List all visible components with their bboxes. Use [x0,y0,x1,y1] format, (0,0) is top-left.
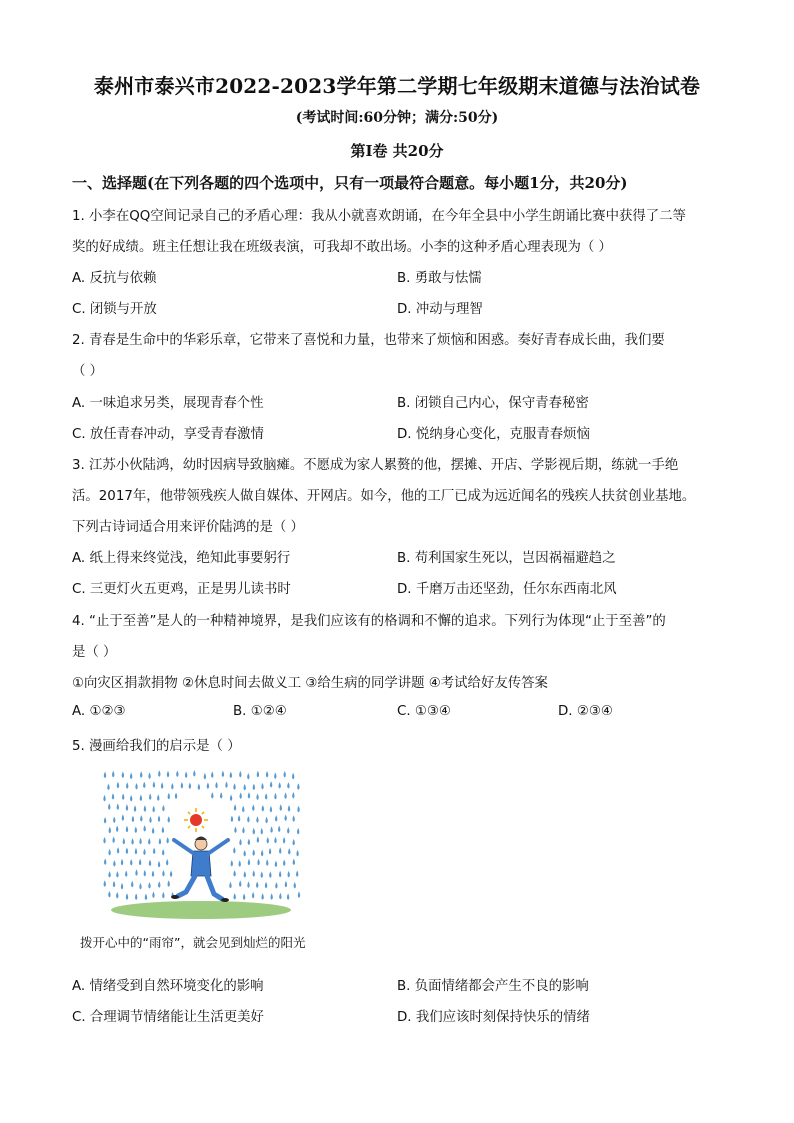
question-1-text: 1. 小李在QQ空间记录自己的矛盾心理：我从小就喜欢朗诵，在今年全县中小学生朗诵比赛中获得了二等 [72,209,686,224]
raindrop [239,860,241,867]
raindrop [189,782,191,789]
question-5-option-d: D. 我们应该时刻保持快乐的情绪 [397,1010,590,1025]
raindrop [162,805,164,812]
raindrop [280,804,282,811]
raindrop [274,772,276,779]
raindrop [297,806,299,813]
raindrop [298,891,300,898]
raindrop [162,849,164,856]
raindrop [117,782,119,789]
raindrop [247,816,249,823]
raindrop [108,849,110,856]
raindrop [122,793,124,800]
raindrop [278,826,280,833]
raindrop [193,770,195,777]
raindrop [153,848,155,855]
raindrop [113,881,115,888]
raindrop [296,850,298,857]
raindrop [211,792,213,799]
raindrop [123,838,125,845]
raindrop [135,827,137,834]
raindrop [244,784,246,791]
raindrop [266,771,268,778]
raindrop [230,794,232,801]
question-3-option-a: A. 纸上得来终觉浅，绝知此事要躬行 [72,551,291,566]
raindrop [234,826,236,833]
raindrop [275,815,277,822]
question-3-text: 下列古诗词适合用来评价陆鸿的是（ ） [72,520,304,535]
raindrop [139,838,141,845]
raindrop [158,815,160,822]
raindrop [270,806,272,813]
raindrop [215,782,217,789]
question-4-option-b: B. ①②④ [233,704,287,719]
raindrop [140,815,142,822]
question-3-option-d: D. 千磨万击还坚劲，任尔东西南北风 [397,582,617,597]
raindrop [113,816,115,823]
raindrop [261,850,263,857]
question-5-text: 5. 漫画给我们的启示是（ ） [72,739,241,754]
raindrop [283,837,285,844]
raindrop [112,793,114,800]
raindrop [261,828,263,835]
raindrop [152,806,154,813]
raindrop [116,892,118,899]
raindrop [107,784,109,791]
raindrop [149,860,151,867]
raindrop [279,847,281,854]
raindrop [257,859,259,866]
volume-heading: 第Ⅰ卷 共20分 [350,142,444,160]
raindrop [153,781,155,788]
raindrop [109,827,111,834]
raindrop [256,793,258,800]
raindrop [135,848,137,855]
raindrop [121,883,123,890]
raindrop [104,817,106,824]
ground [111,901,291,919]
raindrop [185,771,187,778]
raindrop [269,848,271,855]
raindrop [159,838,161,845]
raindrop [294,882,296,889]
raindrop [248,859,250,866]
raindrop [242,827,244,834]
person-figure [171,837,229,903]
raindrop [116,825,118,832]
raindrop [162,827,164,834]
raindrop [239,839,241,846]
raindrop [266,859,268,866]
raindrop [284,815,286,822]
raindrop [270,893,272,900]
raindrop [262,805,264,812]
section-heading: 一、选择题(在下列各题的四个选项中，只有一项最符合题意。每小题1分，共20分) [72,174,628,192]
raindrop [225,781,227,788]
raindrop [158,881,160,888]
question-5-option-c: C. 合理调节情绪能让生活更美好 [72,1010,264,1025]
raindrop [270,781,272,788]
raindrop [168,816,170,823]
question-5-option-a: A. 情绪受到自然环境变化的影响 [72,979,264,994]
raindrop [125,870,127,877]
raindrop [274,837,276,844]
question-4-text: 4. “止于至善”是人的一种精神境界，是我们应该有的格调和不懈的追求。下列行为体现“止于至善”的 [72,614,666,629]
raindrop [275,882,277,889]
raindrop [149,793,151,800]
raindrop [243,850,245,857]
raindrop [113,860,115,867]
raindrop [130,773,132,780]
cartoon-caption: 拨开心中的“雨帘”，就会见到灿烂的阳光 [80,935,306,950]
raindrop [256,816,258,823]
raindrop [170,870,172,877]
raindrop [204,773,206,780]
raindrop [145,894,147,901]
raindrop [117,847,119,854]
raindrop [211,771,213,778]
raindrop [132,816,134,823]
raindrop [293,859,295,866]
raindrop [152,827,154,834]
question-2-option-a: A. 一味追求另类，展现青春个性 [72,396,264,411]
raindrop [139,883,141,890]
raindrop [108,803,110,810]
raindrop [257,771,259,778]
raindrop [279,871,281,878]
raindrop [233,893,235,900]
raindrop [287,827,289,834]
raindrop [161,782,163,789]
raindrop [256,881,258,888]
raindrop [287,893,289,900]
raindrop [274,793,276,800]
raindrop [135,869,137,876]
raindrop [130,859,132,866]
raindrop [140,771,142,778]
raindrop [135,783,137,790]
raindrop [234,804,236,811]
exam-info: (考试时间:60分钟；满分:50分) [295,110,499,126]
sun-icon [184,808,208,832]
raindrop [257,836,259,843]
raindrop [148,838,150,845]
raindrop [104,772,106,779]
raindrop [104,858,106,865]
raindrop [261,871,263,878]
raindrop [242,806,244,813]
raindrop [248,839,250,846]
raindrop [103,795,105,802]
raindrop [230,772,232,779]
question-1-option-d: D. 冲动与理智 [397,302,483,317]
raindrop [158,770,160,777]
raindrop [167,771,169,778]
raindrop [239,792,241,799]
raindrop [275,861,277,868]
raindrop [269,871,271,878]
raindrop [134,805,136,812]
raindrop [143,825,145,832]
raindrop [285,881,287,888]
raindrop [222,771,224,778]
raindrop [121,859,123,866]
raindrop [176,770,178,777]
raindrop [130,795,132,802]
raindrop [288,848,290,855]
raindrop [126,893,128,900]
raindrop [162,892,164,899]
raindrop [247,881,249,888]
raindrop [288,805,290,812]
raindrop [233,847,235,854]
raindrop [283,859,285,866]
question-1-text: 奖的好成绩。班主任想让我在班级表演，可我却不敢出场。小李的这种矛盾心理表现为（ ） [72,240,612,255]
raindrops [103,770,300,900]
raindrop [122,814,124,821]
raindrop [233,783,235,790]
raindrop [131,881,133,888]
raindrop [143,782,145,789]
raindrop [292,773,294,780]
raindrop [166,837,168,844]
raindrop [252,849,254,856]
raindrop [168,793,170,800]
raindrop [247,773,249,780]
raindrop [152,892,154,899]
raindrop [143,849,145,856]
raindrop [198,784,200,791]
raindrop [253,828,255,835]
raindrop [148,882,150,889]
raindrop [112,836,114,843]
raindrop [171,783,173,790]
raindrop [267,837,269,844]
raindrop [103,837,105,844]
question-4-items: ①向灾区捐款捐物 ②休息时间去做义工 ③给生病的同学讲题 ④考试给好友传答案 [72,676,548,691]
raindrop [135,893,137,900]
raindrop [284,771,286,778]
raindrop [253,870,255,877]
raindrop [144,870,146,877]
raindrop [175,792,177,799]
raindrop [253,784,255,791]
raindrop [296,870,298,877]
raindrop [252,892,254,899]
question-4-option-c: C. ①③④ [397,704,451,719]
raindrop [244,871,246,878]
raindrop [140,795,142,802]
raindrop [292,815,294,822]
raindrop [279,893,281,900]
raindrop [116,871,118,878]
raindrop [162,870,164,877]
raindrop [149,816,151,823]
raindrop [117,803,119,810]
raindrop [292,792,294,799]
question-3-text: 3. 江苏小伙陆鸿，幼时因病导致脑瘫。不愿成为家人累赘的他，摆摊、开店、学影视后期，练就一手绝 [72,458,679,473]
raindrop [139,859,141,866]
raindrop [297,828,299,835]
raindrop [284,792,286,799]
raindrop [287,871,289,878]
raindrop [166,859,168,866]
raindrop [131,838,133,845]
raindrop [261,783,263,790]
question-2-text: 2. 青春是生命中的华彩乐章，它带来了喜悦和力量，也带来了烦恼和困惑。奏好青春成长曲，我们要 [72,333,665,348]
question-1-option-a: A. 反抗与依赖 [72,271,157,286]
raindrop [144,805,146,812]
raindrop [126,782,128,789]
question-4-text: 是（ ） [72,645,117,660]
raindrop [238,815,240,822]
raindrop [122,772,124,779]
raindrop [220,792,222,799]
rain-curtain-cartoon [98,768,304,920]
raindrop [239,880,241,887]
raindrop [108,871,110,878]
raindrop [297,783,299,790]
raindrop [157,794,159,801]
raindrop [126,847,128,854]
question-4-option-d: D. ②③④ [558,704,613,719]
raindrop [248,792,250,799]
raindrop [126,826,128,833]
question-2-text: （ ） [72,364,104,379]
raindrop [287,782,289,789]
question-5-option-b: B. 负面情绪都会产生不良的影响 [397,979,589,994]
raindrop [152,870,154,877]
raindrop [265,793,267,800]
raindrop [270,826,272,833]
raindrop [265,882,267,889]
page-title: 泰州市泰兴市2022-2023学年第二学期七年级期末道德与法治试卷 [93,74,701,98]
raindrop [207,782,209,789]
raindrop [108,891,110,898]
raindrop [167,880,169,887]
raindrop [233,870,235,877]
raindrop [239,771,241,778]
raindrop [231,860,233,867]
raindrop [292,839,294,846]
question-2-option-c: C. 放任青春冲动，享受青春激情 [72,427,264,442]
raindrop [158,861,160,868]
raindrop [261,893,263,900]
raindrop [243,893,245,900]
question-1-option-b: B. 勇敢与怯懦 [397,271,482,286]
raindrop [229,882,231,889]
question-4-option-a: A. ①②③ [72,704,126,719]
raindrop [126,804,128,811]
question-2-option-d: D. 悦纳身心变化，克服青春烦恼 [397,427,590,442]
raindrop [104,880,106,887]
raindrop [278,782,280,789]
raindrop [231,816,233,823]
question-1-option-c: C. 闭锁与开放 [72,302,157,317]
question-3-option-c: C. 三更灯火五更鸡，正是男儿读书时 [72,582,291,597]
question-2-option-b: B. 闭锁自己内心，保守青春秘密 [397,396,589,411]
question-3-option-b: B. 苟利国家生死以，岂因祸福避趋之 [397,551,616,566]
raindrop [252,804,254,811]
question-3-text: 活。2017年，他带领残疾人做自媒体、开网店。如今，他的工厂已成为远近闻名的残疾人扶贫创业基地。 [72,489,696,504]
raindrop [265,817,267,824]
raindrop [112,771,114,778]
raindrop [148,772,150,779]
raindrop [181,782,183,789]
